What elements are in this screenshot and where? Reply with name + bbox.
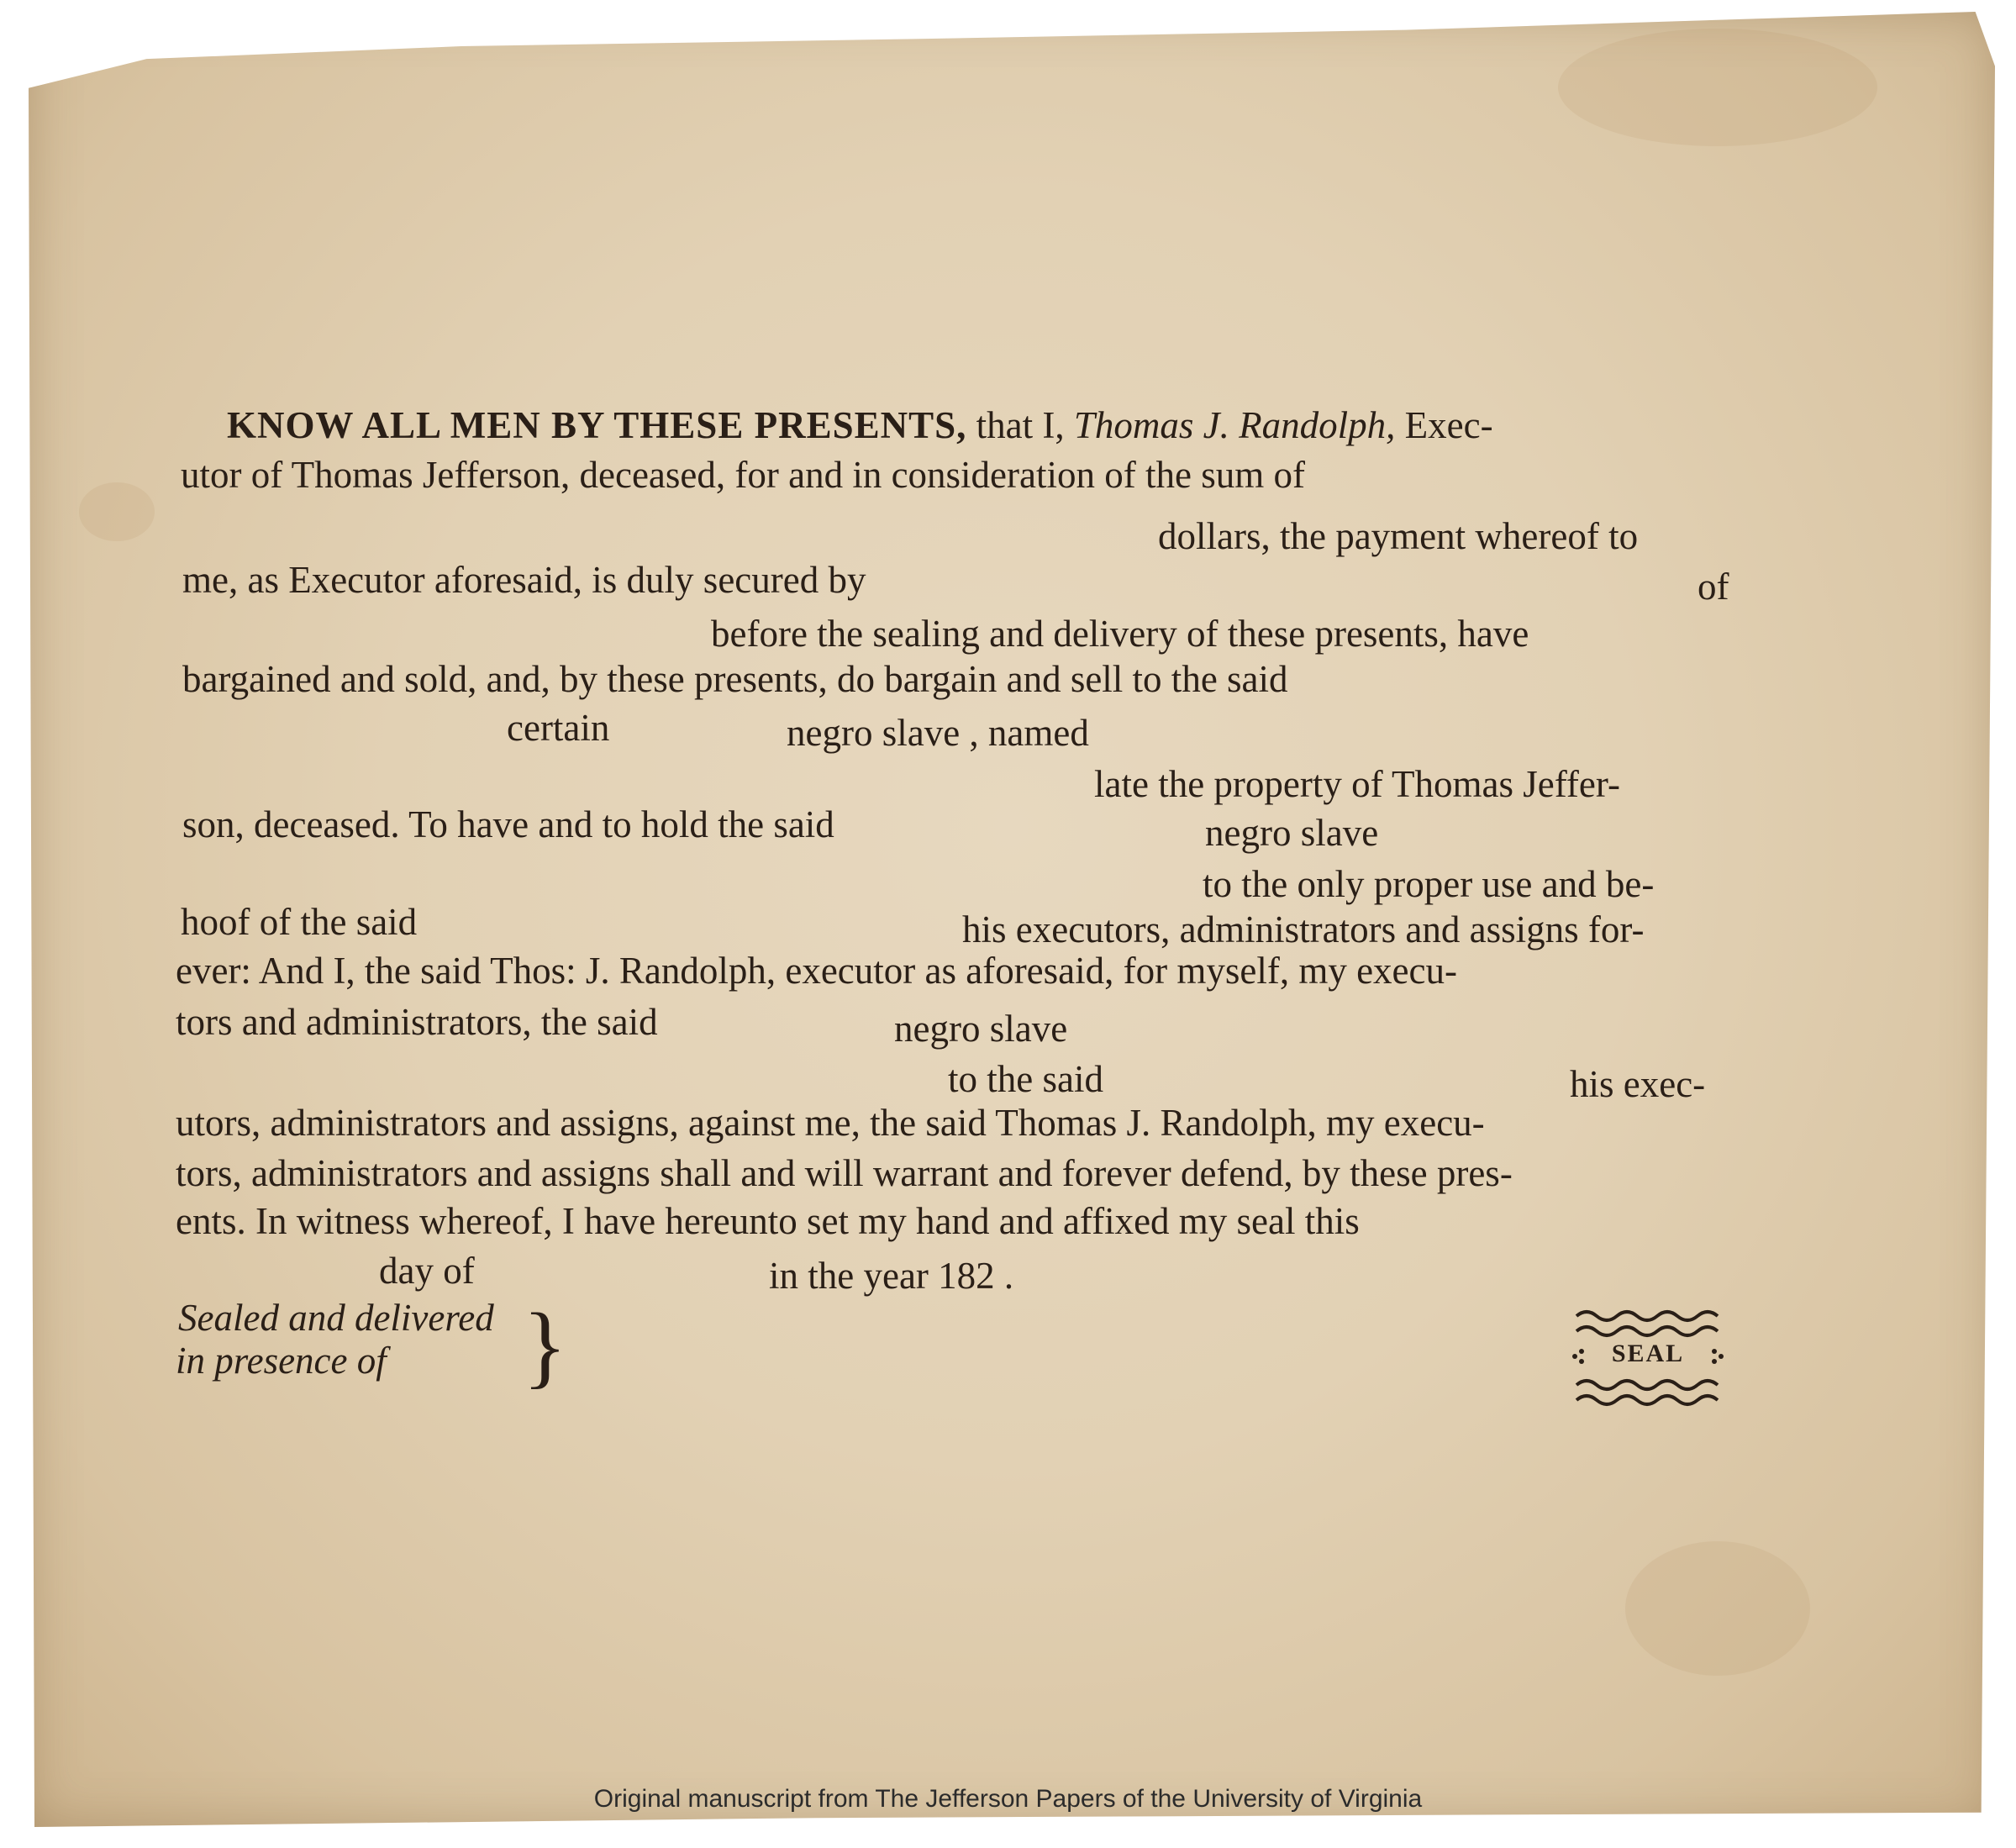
line-6: before the sealing and delivery of these presents, have: [711, 613, 1529, 655]
line-19: to the said: [948, 1058, 1103, 1100]
line-8: certain: [507, 707, 610, 749]
source-caption: Original manuscript from The Jefferson Papers of the University of Virginia: [593, 1785, 1423, 1813]
line-22: tors, administrators and assigns shall and will warrant and forever defend, by these pres-: [176, 1152, 1513, 1194]
brace-glyph: }: [523, 1294, 567, 1397]
line-20: his exec-: [1570, 1063, 1706, 1105]
line-11: son, deceased. To have and to hold the said: [182, 803, 834, 845]
paper-stain: [1558, 29, 1877, 146]
line-9: negro slave , named: [787, 712, 1089, 754]
line-12: negro slave: [1205, 812, 1379, 854]
seal-label: SEAL: [1611, 1340, 1685, 1367]
line-text: that I,: [966, 404, 1074, 446]
paper-stain: [79, 482, 155, 541]
executor-name: Thomas J. Randolph,: [1073, 404, 1396, 446]
line-21: utors, administrators and assigns, against me, the said Thomas J. Randolph, my execu-: [176, 1102, 1485, 1144]
line-13: to the only proper use and be-: [1203, 863, 1655, 905]
line-4: me, as Executor aforesaid, is duly secured by: [182, 559, 866, 601]
line-15: his executors, administrators and assigns for-: [962, 908, 1645, 950]
heading-text: KNOW ALL MEN BY THESE PRESENTS,: [227, 404, 967, 446]
line-5: of: [1698, 566, 1729, 608]
line-3: dollars, the payment whereof to: [1158, 515, 1639, 557]
line-1: [227, 404, 1493, 446]
line-text: Exec-: [1395, 404, 1493, 446]
sealed-delivered-label: Sealed and delivered: [178, 1297, 494, 1339]
line-24: day of: [379, 1250, 475, 1292]
in-presence-label: in presence of: [176, 1340, 387, 1382]
line-7: bargained and sold, and, by these presents, do bargain and sell to the said: [182, 658, 1288, 700]
line-17: tors and administrators, the said: [176, 1001, 658, 1043]
line-10: late the property of Thomas Jeffer-: [1094, 763, 1620, 805]
line-14: hoof of the said: [181, 901, 418, 943]
line-2: utor of Thomas Jefferson, deceased, for and in consideration of the sum of: [181, 454, 1305, 496]
line-25: in the year 182 .: [769, 1255, 1014, 1297]
seal-ornament: [1570, 1308, 1726, 1407]
line-18: negro slave: [894, 1008, 1068, 1050]
paper-stain: [1625, 1541, 1810, 1676]
line-16: ever: And I, the said Thos: J. Randolph, executor as aforesaid, for myself, my execu-: [176, 950, 1457, 992]
line-23: ents. In witness whereof, I have hereunto set my hand and affixed my seal this: [176, 1200, 1360, 1242]
